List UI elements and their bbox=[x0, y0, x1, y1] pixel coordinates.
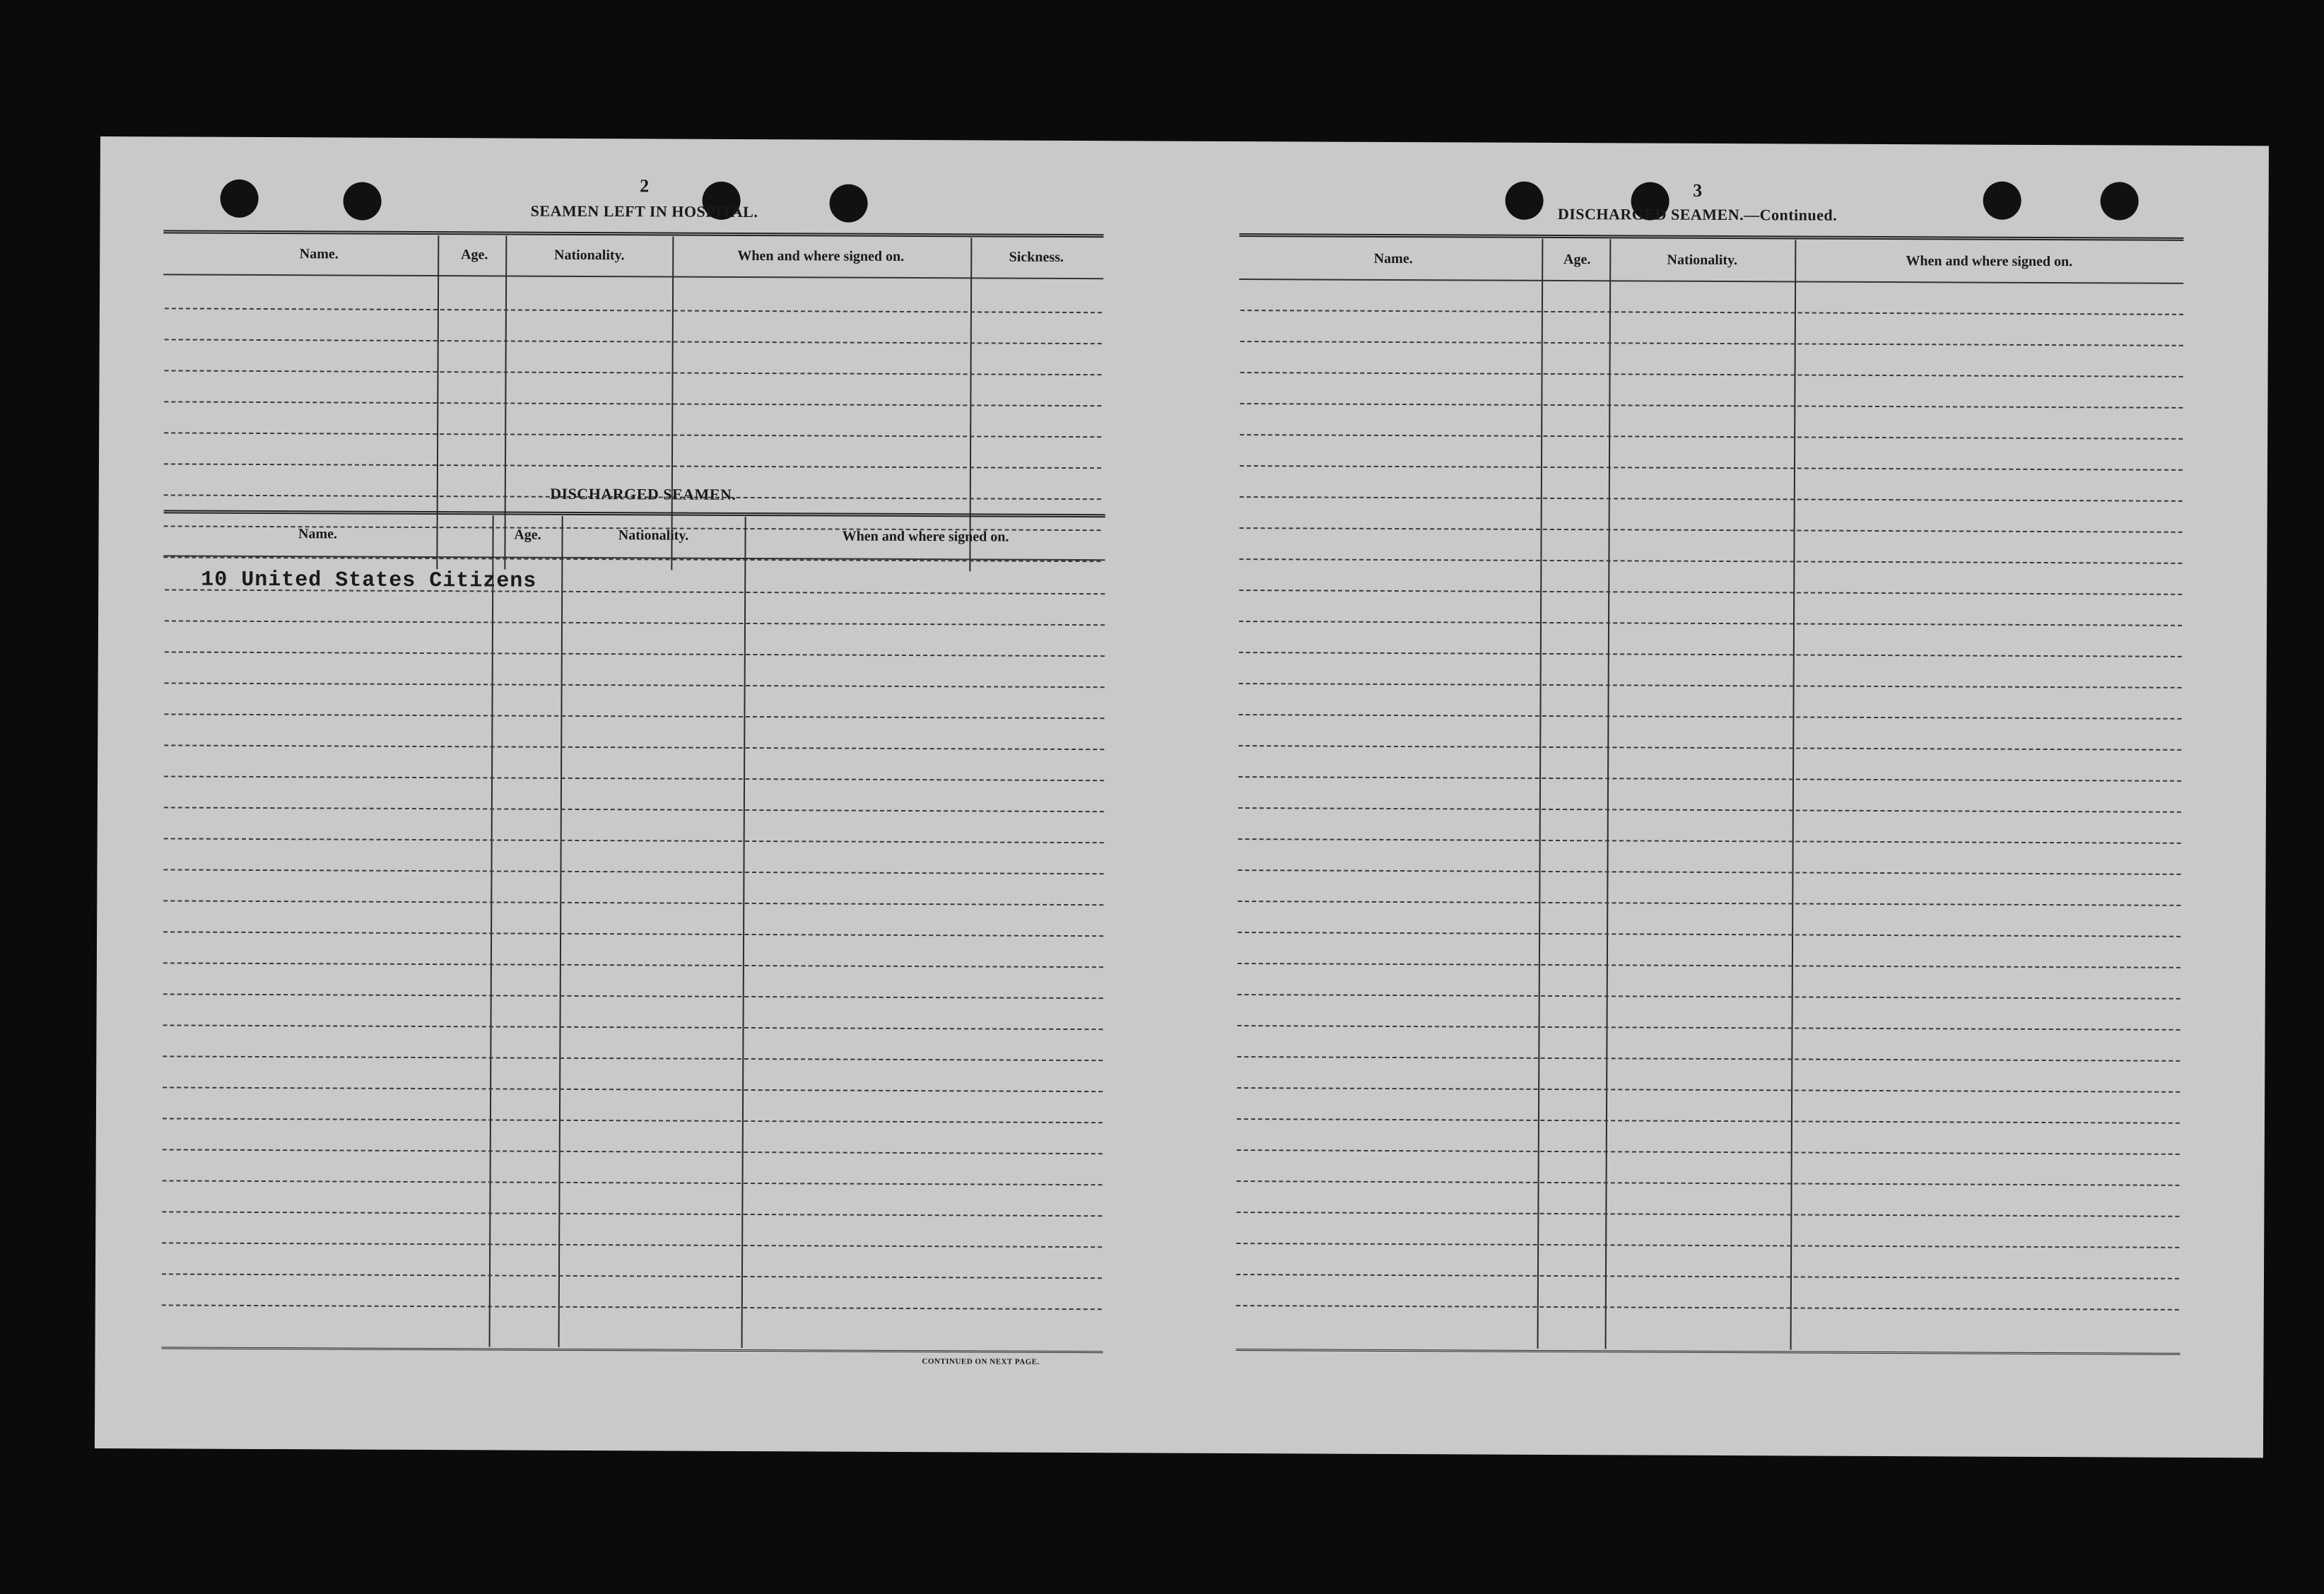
punch-hole bbox=[343, 182, 381, 221]
hospital-col-name: Name. bbox=[299, 246, 339, 262]
discharged-section-title: DISCHARGED SEAMEN. bbox=[550, 484, 736, 503]
right-ruled-lines bbox=[1236, 279, 2184, 1357]
hospital-col-nationality: Nationality. bbox=[553, 247, 625, 264]
discharged-col-age: Age. bbox=[514, 527, 541, 543]
document-sheet bbox=[95, 136, 2269, 1458]
hospital-col-signed-on: When and where signed on. bbox=[737, 247, 905, 264]
discharged-entry-typed: 10 United States Citizens bbox=[201, 568, 537, 594]
left-page-number: 2 bbox=[640, 175, 650, 197]
hospital-section-title: SEAMEN LEFT IN HOSPITAL. bbox=[530, 201, 758, 221]
hospital-col-age: Age. bbox=[461, 247, 488, 263]
discharged-ruled-lines bbox=[162, 555, 1105, 1351]
right-top-rule bbox=[1239, 233, 2183, 241]
punch-hole bbox=[1983, 182, 2021, 220]
right-page-number: 3 bbox=[1693, 180, 1703, 201]
discharged-continued-title: DISCHARGED SEAMEN.—Continued. bbox=[1557, 204, 1838, 224]
continued-footer: CONTINUED ON NEXT PAGE. bbox=[922, 1357, 1040, 1366]
punch-hole bbox=[829, 184, 867, 223]
punch-hole bbox=[2101, 182, 2139, 220]
discharged-col-name: Name. bbox=[298, 526, 338, 542]
punch-hole bbox=[221, 180, 259, 218]
right-col-name: Name. bbox=[1373, 250, 1413, 267]
discharged-col-nationality: Nationality. bbox=[618, 527, 689, 544]
hospital-top-rule bbox=[163, 230, 1103, 238]
discharged-col-signed-on: When and where signed on. bbox=[842, 528, 1009, 545]
hospital-col-sickness: Sickness. bbox=[1009, 249, 1064, 265]
right-col-nationality: Nationality. bbox=[1667, 252, 1738, 269]
right-col-signed-on: When and where signed on. bbox=[1906, 253, 2073, 270]
right-col-age: Age. bbox=[1563, 252, 1591, 268]
